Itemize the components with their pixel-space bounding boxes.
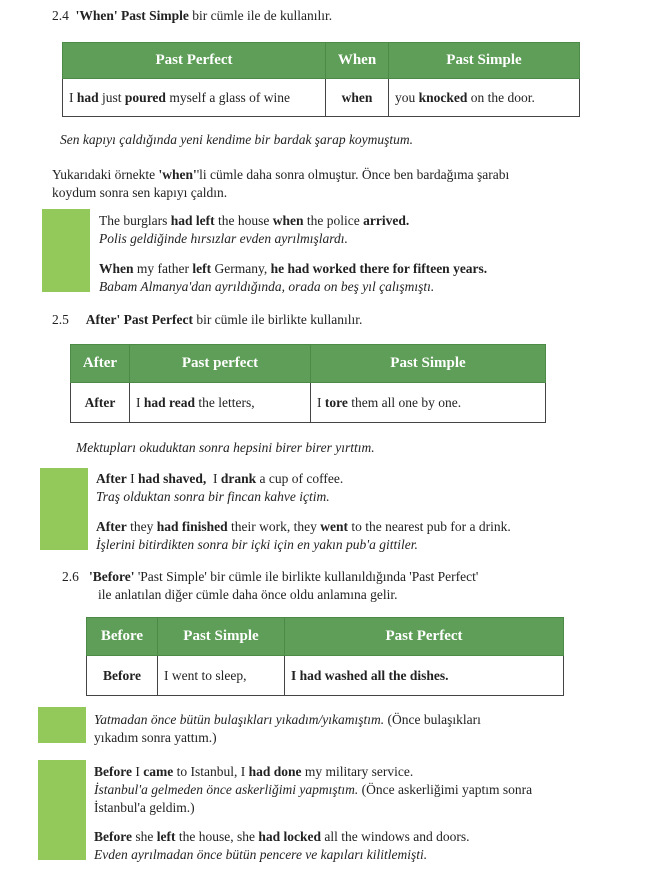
example: Before she left the house, she had locked all the windows and doors. Evden ayrılmadan önce bütün pencere ve kapıları kilitlemişti. [94, 829, 470, 862]
section-2-4-heading [52, 8, 332, 24]
table-cell: you knocked on the door. [389, 79, 580, 117]
section-number: 2.4 [52, 8, 69, 23]
col-header: Past perfect [130, 345, 311, 383]
table-cell: Before [87, 656, 158, 696]
col-header: When [326, 43, 389, 79]
heading-rest: bir cümle ile de kullanılır. [192, 8, 333, 23]
section-2-5-heading: 2.5 After' Past Perfect bir cümle ile birlikte kullanılır. [52, 312, 363, 327]
col-header: Before [87, 618, 158, 656]
table-cell: I went to sleep, [158, 656, 285, 696]
example: The burglars had left the house when the police arrived. Polis geldiğinde hırsızlar evden ayrılmışlardı. [99, 213, 410, 246]
table-after [70, 344, 546, 423]
col-header: Past Simple [311, 345, 546, 383]
col-header: Past Perfect [63, 43, 326, 79]
col-header: Past Perfect [285, 618, 564, 656]
section-2-6-heading: 2.6 'Before' 'Past Simple' bir cümle ile birlikte kullanıldığında 'Past Perfect' ile anlatılan diğer cümle daha önce oldu anlamına gelir. [62, 569, 479, 602]
col-header: Past Simple [158, 618, 285, 656]
table-cell: when [326, 79, 389, 117]
green-marker [42, 209, 90, 292]
table-cell: I had read the letters, [130, 383, 311, 423]
green-marker [40, 468, 88, 550]
table-cell: I had washed all the dishes. [285, 656, 564, 696]
keyword-when: 'When' [75, 8, 118, 23]
table-cell: I tore them all one by one. [311, 383, 546, 423]
translation: Mektupları okuduktan sonra hepsini birer birer yırttım. [76, 440, 375, 455]
green-marker [38, 760, 86, 860]
table-when [62, 42, 580, 117]
translation: Sen kapıyı çaldığında yeni kendime bir bardak şarap koymuştum. [60, 132, 414, 147]
table-cell: After [71, 383, 130, 423]
example: When my father left Germany, he had worked there for fifteen years. Babam Almanya'dan ayrıldığında, orada on beş yıl çalışmıştı. [99, 261, 488, 294]
example: After I had shaved, I drank a cup of coffee. Traş olduktan sonra bir fincan kahve içtim. [96, 471, 344, 504]
explanation: Yukarıdaki örnekte 'when''li cümle daha sonra olmuştur. Önce ben bardağıma şarabı koydum sonra sen kapıyı çaldın. [52, 167, 510, 200]
col-header: Past Simple [389, 43, 580, 79]
table-before [86, 617, 564, 696]
translation: Yatmadan önce bütün bulaşıkları yıkadım/yıkamıştım. (Önce bulaşıkları yıkadım sonra yattım.) [94, 712, 481, 745]
green-marker [38, 707, 86, 743]
col-header: After [71, 345, 130, 383]
example: Before I came to Istanbul, I had done my military service. İstanbul'a gelmeden önce askerliğimi yapmıştım. (Önce askerliğimi yaptım sonra İstanbul'a geldim.) [94, 764, 533, 815]
example: After they had finished their work, they went to the nearest pub for a drink. İşlerini bitirdikten sonra bir içki için en yakın pub'a gittiler. [96, 519, 511, 552]
term-past-simple: Past Simple [121, 8, 189, 23]
table-cell: I had just poured myself a glass of wine [63, 79, 326, 117]
